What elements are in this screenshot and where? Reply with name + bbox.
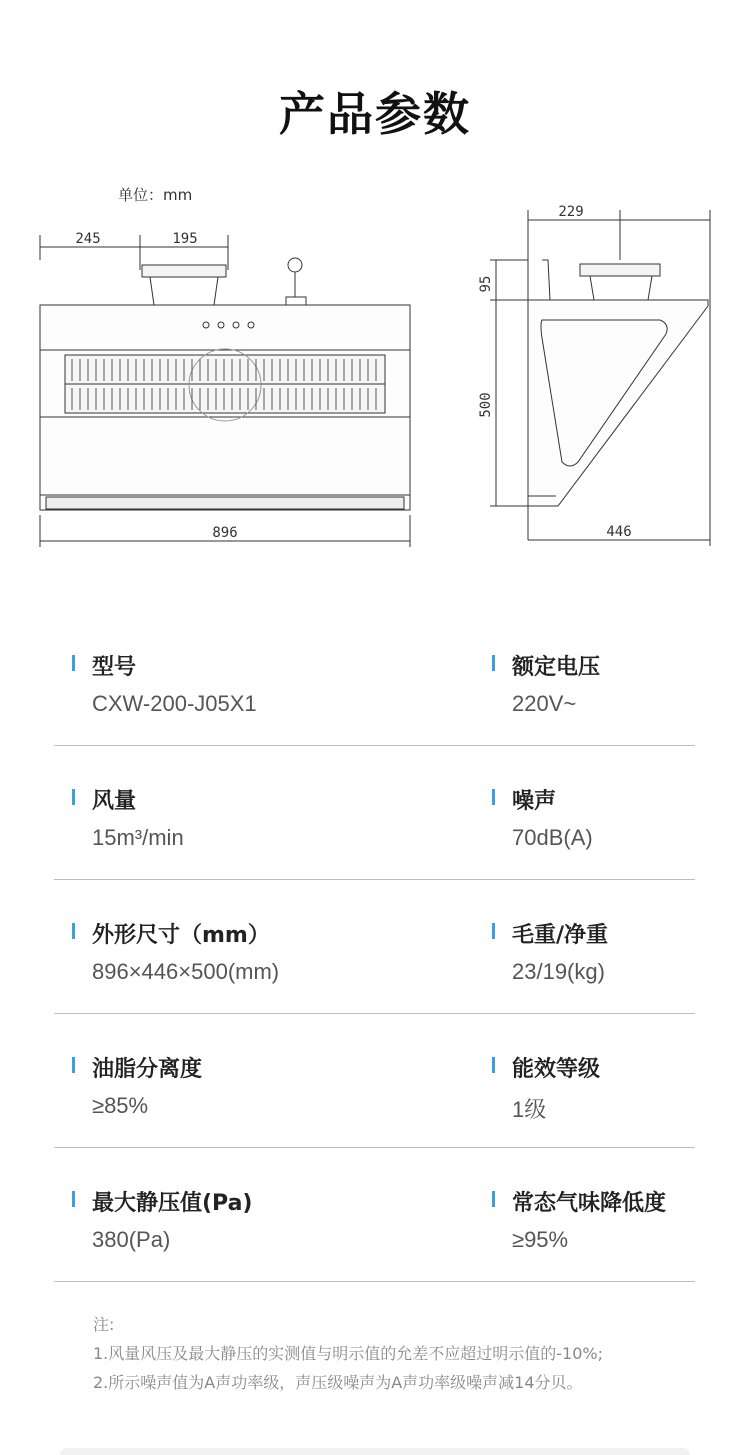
- spec-label: 常态气味降低度: [512, 1191, 667, 1216]
- spec-row: [54, 612, 695, 746]
- spec-item-energy-grade: [492, 1052, 601, 1124]
- spec-label: 油脂分离度: [92, 1057, 203, 1082]
- dim-front-outlet: 195: [172, 231, 198, 247]
- spec-label: 型号: [92, 655, 137, 680]
- spec-value: ≥85%: [92, 1093, 149, 1118]
- spec-row: [54, 1014, 695, 1148]
- dim-side-top: 229: [558, 204, 584, 220]
- accent-bar: [492, 1057, 495, 1073]
- spec-row: [54, 746, 695, 880]
- unit-label: 单位：mm: [118, 186, 193, 204]
- spec-value: ≥95%: [512, 1227, 569, 1252]
- spec-item-static-pressure: [72, 1186, 253, 1253]
- accent-bar: [72, 789, 75, 805]
- dim-side-height: 500: [478, 392, 494, 418]
- spec-item-airflow: [72, 784, 184, 851]
- dim-side-outlet-height: 95: [478, 275, 494, 293]
- spec-item-weight: [492, 918, 609, 985]
- spec-item-odor-reduction: [492, 1186, 667, 1253]
- accent-bar: [72, 923, 75, 939]
- spec-label: 外形尺寸（mm）: [92, 923, 270, 948]
- spec-label: 风量: [92, 789, 137, 814]
- dim-front-offset: 245: [75, 231, 101, 247]
- spec-value: 23/19(kg): [512, 959, 605, 984]
- accent-bar: [492, 789, 495, 805]
- spec-value: 15m³/min: [92, 825, 184, 850]
- spec-item-grease-separation: [72, 1052, 203, 1119]
- spec-value: 1级: [512, 1097, 547, 1122]
- spec-table: [54, 612, 695, 1282]
- spec-item-model: [72, 650, 257, 717]
- bottom-divider: [60, 1448, 690, 1455]
- spec-value: 220V~: [512, 691, 577, 716]
- spec-label: 能效等级: [512, 1057, 601, 1082]
- spec-item-noise: [492, 784, 593, 851]
- spec-value: CXW-200-J05X1: [92, 691, 257, 716]
- spec-row: [54, 1148, 695, 1282]
- accent-bar: [492, 655, 495, 671]
- dim-side-depth: 446: [606, 524, 632, 540]
- accent-bar: [72, 655, 75, 671]
- spec-row: [54, 880, 695, 1014]
- accent-bar: [492, 923, 495, 939]
- spec-label: 额定电压: [512, 655, 601, 680]
- spec-label: 噪声: [512, 789, 557, 814]
- dim-front-width: 896: [212, 525, 238, 541]
- spec-item-voltage: [492, 650, 601, 717]
- spec-label: 最大静压值(Pa): [92, 1191, 253, 1216]
- notes-line-1: 1.风量风压及最大静压的实测值与明示值的允差不应超过明示值的-10%;: [93, 1344, 603, 1363]
- accent-bar: [492, 1191, 495, 1207]
- spec-value: 380(Pa): [92, 1227, 171, 1252]
- accent-bar: [72, 1057, 75, 1073]
- notes-line-2: 2.所示噪声值为A声功率级，声压级噪声为A声功率级噪声减14分贝。: [93, 1373, 583, 1392]
- spec-value: 70dB(A): [512, 825, 593, 850]
- notes-heading: 注:: [93, 1315, 115, 1334]
- page-title: 产品参数: [279, 87, 471, 141]
- spec-value: 896×446×500(mm): [92, 959, 280, 984]
- spec-item-dimensions: [72, 918, 280, 985]
- spec-label: 毛重/净重: [512, 923, 609, 948]
- accent-bar: [72, 1191, 75, 1207]
- side-view-diagram: [470, 200, 720, 555]
- notes: [93, 1310, 603, 1397]
- front-view-diagram: [30, 225, 420, 555]
